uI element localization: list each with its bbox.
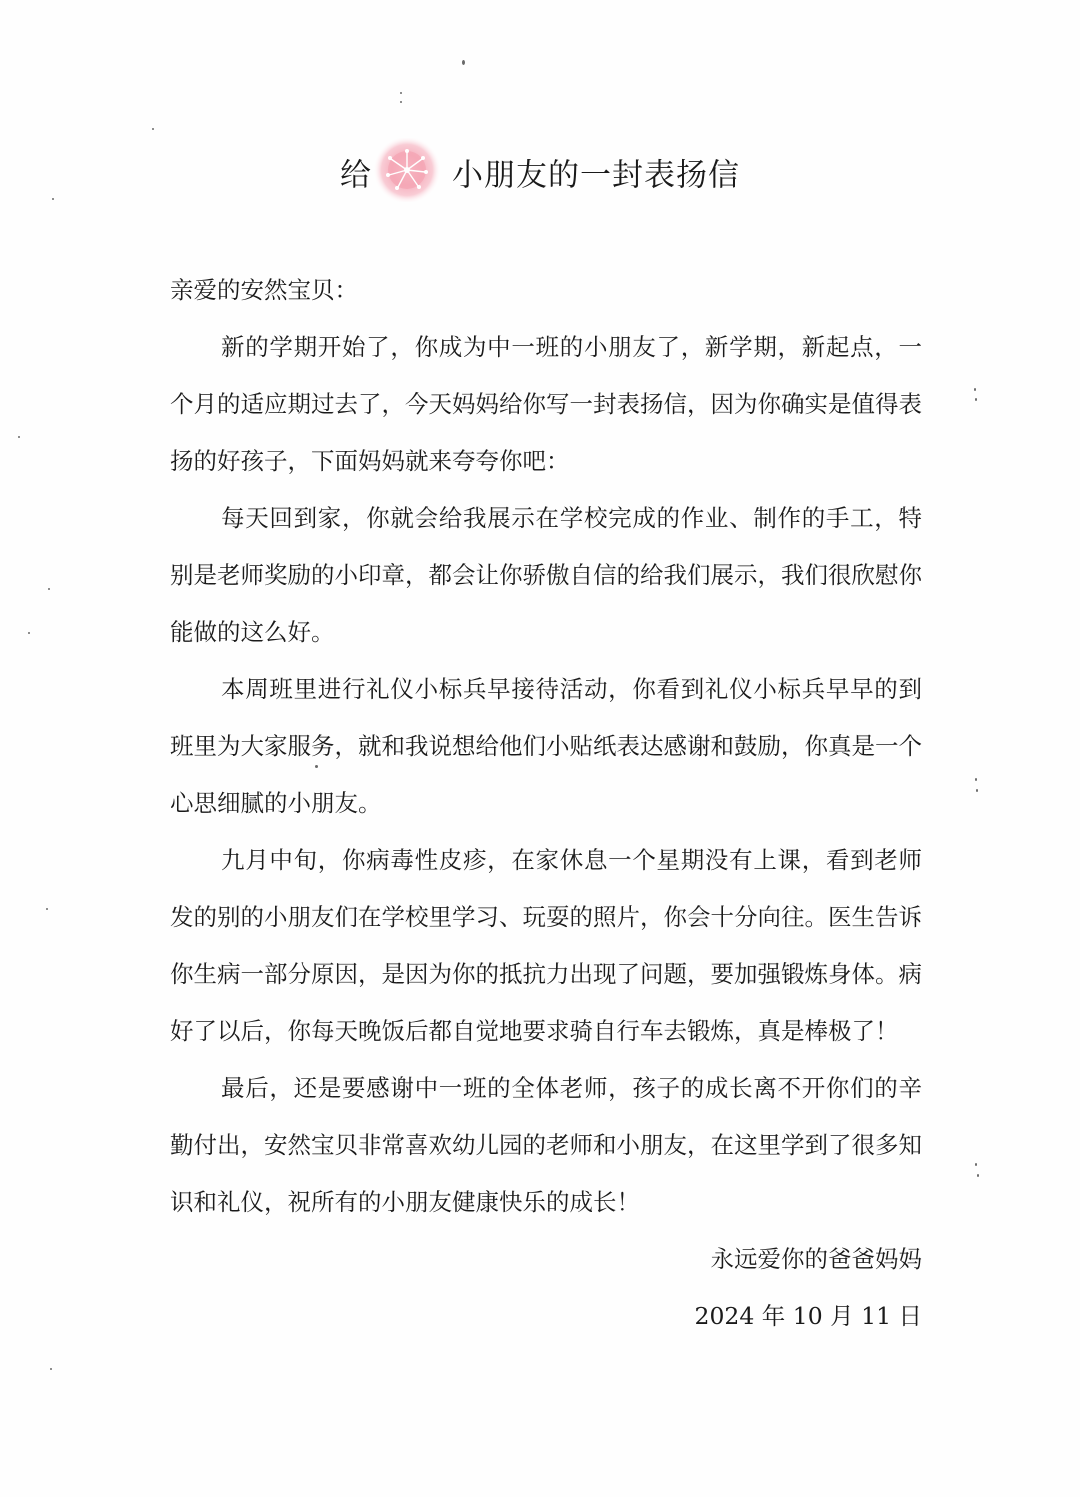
paragraph: 最后，还是要感谢中一班的全体老师，孩子的成长离不开你们的辛勤付出，安然宝贝非常喜欢幼儿园的老师和小朋友，在这里学到了很多知识和礼仪，祝所有的小朋友健康快乐的成长！ — [170, 1074, 922, 1216]
title-suffix: 小朋友的一封表扬信 — [452, 157, 740, 194]
scan-speck — [50, 1368, 52, 1370]
paragraph: 本周班里进行礼仪小标兵早接待活动，你看到礼仪小标兵早早的到班里为大家服务，就和我说想给他们小贴纸表达感谢和鼓励，你真是一个心思细腻的小朋友。 — [170, 675, 922, 817]
scan-speck — [975, 1163, 977, 1166]
scan-speck — [977, 1174, 979, 1177]
scan-speck — [18, 436, 20, 438]
pink-flower-sticker-icon — [372, 138, 442, 202]
paragraph: 九月中旬，你病毒性皮疹，在家休息一个星期没有上课，看到老师发的别的小朋友们在学校里学习、玩耍的照片，你会十分向往。医生告诉你生病一部分原因，是因为你的抵抗力出现了问题，要加强锻炼身体。病好了以后，你每天晚饭后都自觉地要求骑自行车去锻炼，真是棒极了！ — [170, 846, 922, 1045]
scan-speck — [976, 789, 978, 792]
scan-speck — [152, 128, 154, 130]
title-prefix: 给 — [340, 157, 372, 194]
date: 2024 年 10 月 11 日 — [694, 1302, 922, 1330]
scan-speck — [46, 908, 48, 910]
scan-speck — [462, 60, 465, 65]
letter-body — [170, 262, 922, 1345]
greeting: 亲爱的安然宝贝： — [170, 276, 358, 304]
letter-title — [0, 140, 1080, 204]
scan-speck — [400, 92, 402, 94]
scan-speck — [975, 778, 977, 781]
scan-speck — [52, 198, 54, 200]
scan-speck — [48, 588, 50, 590]
scan-speck — [400, 101, 402, 103]
scan-speck — [28, 632, 30, 634]
scan-speck — [975, 398, 977, 401]
scan-speck — [974, 388, 976, 391]
scan-speck — [315, 765, 318, 768]
paragraph: 新的学期开始了，你成为中一班的小朋友了，新学期，新起点，一个月的适应期过去了，今天妈妈给你写一封表扬信，因为你确实是值得表扬的好孩子，下面妈妈就来夸夸你吧： — [170, 333, 922, 475]
signature: 永远爱你的爸爸妈妈 — [710, 1245, 922, 1273]
paragraph: 每天回到家，你就会给我展示在学校完成的作业、制作的手工，特别是老师奖励的小印章，都会让你骄傲自信的给我们展示，我们很欣慰你能做的这么好。 — [170, 504, 922, 646]
